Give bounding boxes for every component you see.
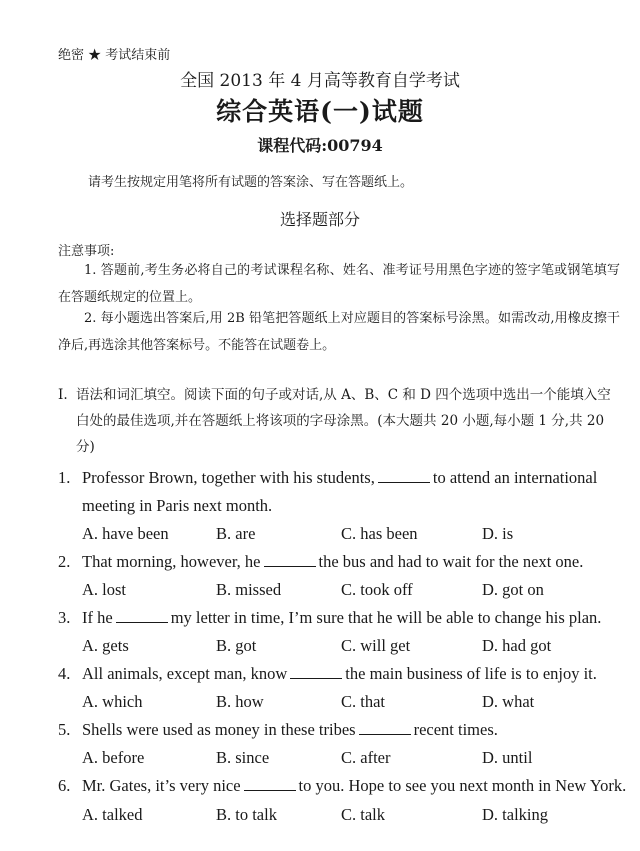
question-text: If he [82,608,113,627]
part1-number: I. [58,387,68,403]
option-b: B. how [216,692,264,711]
option-a: A. have been [82,524,169,543]
course-code: 课程代码:00794 [257,136,383,155]
option-a: A. which [82,692,143,711]
option-c: C. will get [341,636,411,655]
answer-blank [244,776,296,791]
question-number: 1. [58,468,71,487]
question-number: 2. [58,552,71,571]
answer-blank [116,608,168,623]
option-b: B. got [216,636,257,655]
paper-title: 综合英语(一)试题 [216,97,424,126]
question-text: Professor Brown, together with his students, [82,468,375,487]
option-d: D. what [482,692,535,711]
question-6 [58,776,626,796]
part1-instructions [58,382,618,460]
option-b: B. missed [216,580,282,599]
question-2 [58,552,583,572]
notes-heading: 注意事项: [58,244,115,259]
answer-blank [290,664,342,679]
question-text: the bus and had to wait for the next one. [318,552,584,571]
answer-blank [264,552,316,567]
option-d: D. is [482,524,514,543]
option-b: B. to talk [216,805,277,824]
note-item: 2. 每小题选出答案后,用 2B 铅笔把答题纸上对应题目的答案标号涂黑。如需改动,用橡皮擦干净后,再选涂其他答案标号。不能答在试题卷上。 [58,311,620,353]
exam-title: 全国 2013 年 4 月高等教育自学考试 [180,71,460,91]
question-text: Mr. Gates, it’s very nice [82,776,241,795]
question-3 [58,608,601,628]
option-b: B. are [216,524,256,543]
question-number: 4. [58,664,71,683]
part1-text: 语法和词汇填空。阅读下面的句子或对话,从 A、B、C 和 D 四个选项中选出一个能填入空白处的最佳选项,并在答题纸上将该项的字母涂黑。(本大题共 20 小题,每小题 1 分,共 20 分) [76,387,611,455]
question-text: recent times. [413,720,498,739]
question-text: Shells were used as money in these tribes [82,720,356,739]
general-instruction: 请考生按规定用笔将所有试题的答案涂、写在答题纸上。 [88,175,414,190]
question-text: my letter in time, I’m sure that he will be able to change his plan. [170,608,602,627]
option-c: C. after [341,748,391,767]
option-a: A. lost [82,580,127,599]
section-heading: 选择题部分 [279,210,360,229]
question-text: All animals, except man, know [82,664,288,683]
option-a: A. before [82,748,145,767]
option-d: D. got on [482,580,544,599]
question-text: That morning, however, he [82,552,261,571]
question-number: 3. [58,608,71,627]
option-d: D. until [482,748,533,767]
option-c: C. took off [341,580,413,599]
option-a: A. talked [82,805,143,824]
answer-blank [359,720,411,735]
question-text: to attend an international [432,468,598,487]
question-number: 6. [58,776,71,795]
option-c: C. that [341,692,385,711]
answer-blank [378,468,430,483]
option-a: A. gets [82,636,129,655]
question-1 [58,468,597,488]
question-text-continued: meeting in Paris next month. [82,496,273,515]
note-item: 1. 答题前,考生务必将自己的考试课程名称、姓名、准考证号用黑色字迹的签字笔或钢笔填写在答题纸规定的位置上。 [58,263,620,305]
question-4 [58,664,597,684]
confidential-label: 绝密 ★ 考试结束前 [58,48,171,63]
option-d: D. talking [482,805,548,824]
question-text: the main business of life is to enjoy it. [345,664,597,683]
question-text: to you. Hope to see you next month in New York. [298,776,627,795]
option-c: C. has been [341,524,418,543]
option-c: C. talk [341,805,385,824]
option-b: B. since [216,748,270,767]
option-d: D. had got [482,636,552,655]
question-5 [58,720,498,740]
question-number: 5. [58,720,71,739]
